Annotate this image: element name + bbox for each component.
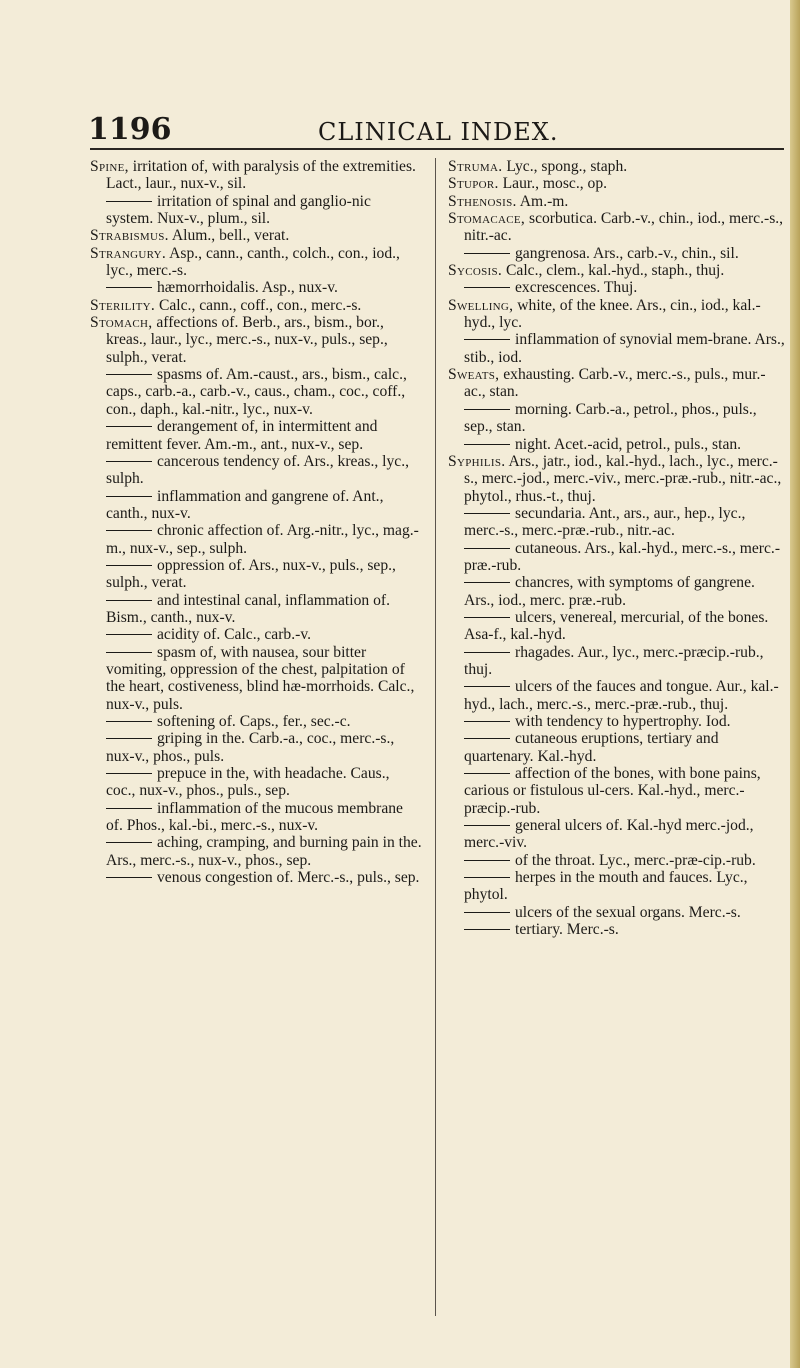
ditto-dash	[106, 842, 152, 843]
subentry-text: chronic affection of. Arg.-nitr., lyc., mag.-m., nux-v., sep., sulph.	[106, 522, 419, 557]
ditto-dash	[106, 287, 152, 288]
ditto-dash	[106, 634, 152, 635]
page-number: 1196	[88, 112, 172, 147]
subentry-text: irritation of spinal and ganglio-nic system. Nux-v., plum., sil.	[106, 192, 371, 228]
ditto-dash	[106, 773, 152, 774]
index-subentry	[448, 817, 786, 852]
subentry-text: inflammation and gangrene of. Ant., canth., nux-v.	[106, 487, 384, 522]
index-subentry	[448, 401, 786, 436]
subentry-text: hæmorrhoidalis. Asp., nux-v.	[157, 279, 338, 297]
entry-text: Lyc., spong., staph.	[506, 158, 628, 175]
entry-term: Swelling,	[448, 296, 514, 314]
index-subentry	[448, 245, 786, 262]
entry-term: Struma.	[448, 158, 503, 175]
ditto-dash	[106, 496, 152, 497]
subentry-text: ulcers of the sexual organs. Merc.-s.	[515, 903, 741, 921]
subentry-text: affection of the bones, with bone pains, carious or fistulous ul-cers. Kal.-hyd., merc.-præcip.-rub.	[464, 765, 761, 817]
ditto-dash	[464, 686, 510, 687]
ditto-dash	[464, 877, 510, 878]
ditto-dash	[106, 461, 152, 462]
ditto-dash	[464, 738, 510, 739]
entry-text: scorbutica. Carb.-v., chin., iod., merc.-s., nitr.-ac.	[464, 210, 784, 245]
index-subentry	[448, 869, 786, 904]
subentry-text: inflammation of the mucous membrane of. Phos., kal.-bi., merc.-s., nux-v.	[106, 799, 403, 835]
subentry-text: prepuce in the, with headache. Caus., coc., nux-v., phos., puls., sep.	[106, 765, 390, 800]
index-subentry	[90, 869, 422, 886]
index-subentry	[90, 592, 422, 627]
entry-text: Alum., bell., verat.	[171, 227, 290, 245]
subentry-text: rhagades. Aur., lyc., merc.-præcip.-rub., thuj.	[464, 643, 764, 678]
entry-text: white, of the knee. Ars., cin., iod., kal.-hyd., lyc.	[464, 296, 761, 332]
subentry-text: night. Acet.-acid, petrol., puls., stan.	[515, 435, 742, 453]
subentry-text: gangrenosa. Ars., carb.-v., chin., sil.	[515, 244, 739, 262]
index-subentry	[448, 713, 786, 730]
entry-text: Laur., mosc., op.	[502, 175, 608, 193]
entry-term: Strabismus.	[90, 227, 169, 245]
entry-term: Strangury.	[90, 244, 167, 262]
index-subentry	[448, 331, 786, 366]
index-subentry	[90, 730, 422, 765]
subentry-text: secundaria. Ant., ars., aur., hep., lyc., merc.-s., merc.-præ.-rub., nitr.-ac.	[464, 504, 746, 540]
ditto-dash	[464, 548, 510, 549]
ditto-dash	[106, 877, 152, 878]
index-subentry	[90, 765, 422, 800]
index-subentry	[90, 453, 422, 488]
left-column	[90, 158, 422, 886]
ditto-dash	[464, 409, 510, 410]
ditto-dash	[106, 374, 152, 375]
subentry-text: griping in the. Carb.-a., coc., merc.-s., nux-v., phos., puls.	[106, 730, 395, 765]
entry-text: affections of. Berb., ars., bism., bor., kreas., laur., lyc., merc.-s., nux-v., puls., sep., sulph., verat.	[106, 314, 388, 366]
subentry-text: cutaneous. Ars., kal.-hyd., merc.-s., merc.-præ.-rub.	[464, 539, 781, 574]
index-subentry	[448, 852, 786, 869]
index-entry	[448, 297, 786, 332]
header-rule	[90, 148, 784, 150]
index-entry	[90, 314, 422, 366]
entry-text: Ars., jatr., iod., kal.-hyd., lach., lyc., merc.-s., merc.-jod., merc.-viv., merc.-præ.-rub., nitr.-ac., phytol., rhus.-t., thuj.	[464, 452, 782, 505]
index-entry	[448, 262, 786, 279]
index-subentry	[448, 904, 786, 921]
ditto-dash	[464, 721, 510, 722]
subentry-text: aching, cramping, and burning pain in the. Ars., merc.-s., nux-v., phos., sep.	[106, 834, 422, 869]
entry-text: Am.-m.	[519, 192, 569, 210]
index-subentry	[448, 436, 786, 453]
index-entry	[90, 297, 422, 314]
ditto-dash	[464, 652, 510, 653]
subentry-text: cutaneous eruptions, tertiary and quartenary. Kal.-hyd.	[464, 730, 719, 765]
subentry-text: softening of. Caps., fer., sec.-c.	[157, 713, 351, 730]
index-entry	[90, 227, 422, 244]
running-head: CLINICAL INDEX.	[318, 118, 559, 146]
subentry-text: derangement of, in intermittent and remittent fever. Am.-m., ant., nux-v., sep.	[106, 418, 378, 453]
entry-term: Sweats,	[448, 366, 500, 384]
index-subentry	[448, 765, 786, 817]
subentry-text: acidity of. Calc., carb.-v.	[157, 626, 311, 644]
ditto-dash	[106, 808, 152, 809]
subentry-text: spasms of. Am.-caust., ars., bism., calc., caps., carb.-a., carb.-v., caus., cham., coc., coff., con., daph., kal.-nitr., lyc., nux-v.	[106, 366, 407, 418]
index-subentry	[448, 730, 786, 765]
entry-text: Calc., cann., coff., con., merc.-s.	[158, 296, 362, 314]
index-entry	[448, 453, 786, 505]
entry-term: Spine,	[90, 158, 129, 175]
ditto-dash	[464, 929, 510, 930]
index-subentry	[90, 522, 422, 557]
entry-text: Asp., cann., canth., colch., con., iod., lyc., merc.-s.	[106, 244, 400, 280]
entry-term: Stomacace,	[448, 210, 526, 228]
index-entry	[448, 193, 786, 210]
ditto-dash	[106, 530, 152, 531]
index-subentry	[448, 678, 786, 713]
ditto-dash	[106, 426, 152, 427]
subentry-text: oppression of. Ars., nux-v., puls., sep., sulph., verat.	[106, 556, 396, 592]
index-entry	[448, 158, 786, 175]
ditto-dash	[464, 582, 510, 583]
subentry-text: morning. Carb.-a., petrol., phos., puls., sep., stan.	[464, 400, 757, 436]
subentry-text: and intestinal canal, inflammation of. Bism., canth., nux-v.	[106, 591, 390, 626]
ditto-dash	[464, 513, 510, 514]
entry-term: Sycosis.	[448, 262, 503, 280]
ditto-dash	[464, 860, 510, 861]
column-divider	[435, 158, 436, 1316]
index-entry	[90, 158, 422, 193]
page-edge	[790, 0, 800, 1368]
index-subentry	[448, 505, 786, 540]
ditto-dash	[106, 738, 152, 739]
subentry-text: with tendency to hypertrophy. Iod.	[515, 713, 731, 730]
index-subentry	[448, 279, 786, 296]
entry-term: Sterility.	[90, 296, 156, 314]
ditto-dash	[464, 912, 510, 913]
ditto-dash	[464, 287, 510, 288]
index-subentry	[448, 540, 786, 575]
index-subentry	[90, 193, 422, 228]
index-subentry	[90, 834, 422, 869]
subentry-text: herpes in the mouth and fauces. Lyc., phytol.	[464, 869, 748, 904]
ditto-dash	[106, 721, 152, 722]
entry-term: Stupor.	[448, 175, 499, 193]
ditto-dash	[464, 253, 510, 254]
entry-term: Sthenosis.	[448, 192, 517, 210]
index-subentry	[90, 713, 422, 730]
index-entry	[90, 245, 422, 280]
index-subentry	[90, 488, 422, 523]
subentry-text: ulcers, venereal, mercurial, of the bones. Asa-f., kal.-hyd.	[464, 608, 769, 644]
entry-text: Calc., clem., kal.-hyd., staph., thuj.	[506, 262, 725, 280]
ditto-dash	[464, 444, 510, 445]
subentry-text: chancres, with symptoms of gangrene. Ars., iod., merc. præ.-rub.	[464, 574, 755, 609]
ditto-dash	[106, 565, 152, 566]
ditto-dash	[464, 339, 510, 340]
index-subentry	[90, 800, 422, 835]
ditto-dash	[464, 825, 510, 826]
subentry-text: of the throat. Lyc., merc.-præ-cip.-rub.	[515, 851, 756, 869]
ditto-dash	[106, 600, 152, 601]
entry-text: irritation of, with paralysis of the extremities. Lact., laur., nux-v., sil.	[106, 158, 416, 193]
subentry-text: ulcers of the fauces and tongue. Aur., kal.-hyd., lach., merc.-s., merc.-præ.-rub., thuj.	[464, 678, 779, 713]
index-subentry	[90, 557, 422, 592]
subentry-text: excrescences. Thuj.	[515, 279, 638, 297]
subentry-text: general ulcers of. Kal.-hyd merc.-jod., merc.-viv.	[464, 817, 754, 852]
index-subentry	[90, 279, 422, 296]
subentry-text: inflammation of synovial mem-brane. Ars., stib., iod.	[464, 331, 785, 366]
index-subentry	[448, 644, 786, 679]
index-subentry	[90, 644, 422, 713]
subentry-text: venous congestion of. Merc.-s., puls., sep.	[157, 869, 420, 887]
entry-term: Stomach,	[90, 314, 153, 332]
index-subentry	[448, 609, 786, 644]
ditto-dash	[464, 773, 510, 774]
index-entry	[448, 366, 786, 401]
entry-text: exhausting. Carb.-v., merc.-s., puls., mur.-ac., stan.	[464, 366, 766, 401]
ditto-dash	[106, 652, 152, 653]
ditto-dash	[106, 201, 152, 202]
subentry-text: tertiary. Merc.-s.	[515, 921, 619, 939]
entry-term: Syphilis.	[448, 452, 506, 470]
subentry-text: cancerous tendency of. Ars., kreas., lyc., sulph.	[106, 452, 410, 488]
subentry-text: spasm of, with nausea, sour bitter vomiting, oppression of the chest, palpitation of the heart, costiveness, blind hæ-morrhoids. Calc., nux-v., puls.	[106, 643, 415, 713]
index-entry	[448, 210, 786, 245]
index-entry	[448, 175, 786, 192]
ditto-dash	[464, 617, 510, 618]
index-subentry	[90, 366, 422, 418]
index-subentry	[90, 418, 422, 453]
right-column	[448, 158, 786, 938]
index-subentry	[448, 574, 786, 609]
index-subentry	[90, 626, 422, 643]
index-subentry	[448, 921, 786, 938]
